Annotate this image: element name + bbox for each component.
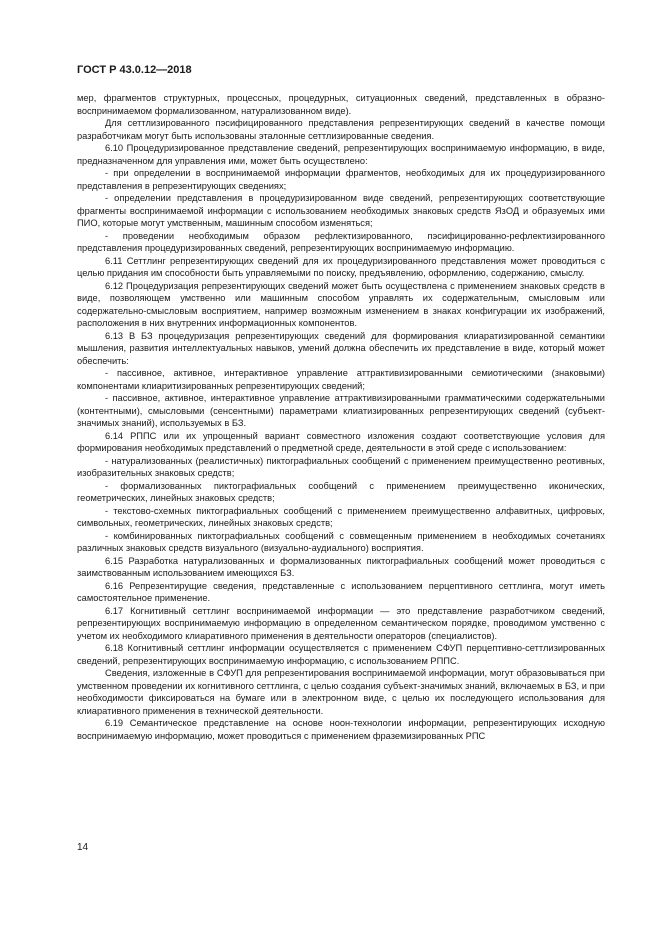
- paragraph: 6.15 Разработка натурализованных и формализованных пиктографиальных сообщений может проводиться с заимствованным использованием имеющихся БЗ.: [77, 555, 605, 578]
- paragraph: 6.12 Процедуризация репрезентирующих сведений может быть осуществлена с применением знаковых средств в виде, позволяющем умственно или машинным способом управлять их содержательным, смысловым или содержательно-смысловым восприятием, например возможным изменением в знаках конфигурации их изображений, расположения в них внутренних информационных компонентов.: [77, 280, 605, 328]
- page-number: 14: [77, 842, 89, 853]
- list-item: - пассивное, активное, интерактивное управление аттрактивизированными грамматическими содержательными (контентными), смысловыми (сенсентными) параметрами клиатизированных репрезентирующих сведений (субъект-значимых знаний), используемых в БЗ.: [77, 393, 605, 428]
- paragraph: 6.17 Когнитивный сеттлинг воспринимаемой информации — это представление разработчиком сведений, репрезентирующих воспринимаемую информацию в определенном семантическом порядке, проводимом умственно с учетом их необходимого клиаративного применения в деятельности операторов (специалистов).: [77, 605, 605, 641]
- paragraph: 6.10 Процедуризированное представление сведений, репрезентирующих воспринимаемую информацию, в виде, предназначенном для управления ими, может быть осуществлено:: [77, 143, 605, 166]
- list-item: - текстово-схемных пиктографиальных сообщений с применением преимущественно алфавитных, цифровых, символьных, геометрических, линейных знаковых средств;: [77, 505, 605, 528]
- list-item: - формализованных пиктографиальных сообщений с применением преимущественно иконических, геометрических, линейных знаковых средств;: [77, 480, 605, 503]
- paragraph: 6.14 РППС или их упрощенный вариант совместного изложения создают соответствующие условия для формирования необходимых представлений о предметной среде, деятельности в этой среде с использованием:: [77, 430, 605, 453]
- document-body: [77, 92, 605, 742]
- list-item: - проведении необходимым образом рефлектизированного, пэсифицированно-рефлектизированного представления процедуризированных сведений, репрезентирующих воспринимаемую информацию.: [77, 230, 605, 253]
- list-item: - пассивное, активное, интерактивное управление аттрактивизированными семиотическими (знаковыми) компонентами клиаритизированных репрезентирующих сведений;: [77, 368, 605, 391]
- list-item: - при определении в воспринимаемой информации фрагментов, необходимых для их процедуризированного представления в репрезентирующих сведениях;: [77, 168, 605, 191]
- list-item: - определении представления в процедуризированном виде сведений, репрезентирующих соответствующие фрагменты воспринимаемой информации с использованием необходимых знаковых средств ЯзОД и образуемых ими ПИО, которые могут умственным, машинным способом изменяться;: [77, 193, 605, 228]
- paragraph: 6.16 Репрезентирущие сведения, представленные с использованием перцептивного сеттлинга, могут иметь самостоятельное применение.: [77, 580, 605, 603]
- paragraph: мер, фрагментов структурных, процессных, процедурных, ситуационных сведений, представленных в образно-воспринимаемом формализованном, натурализованном виде).: [77, 93, 605, 116]
- list-item: - комбинированных пиктографиальных сообщений с совмещенным применением в необходимых сочетаниях различных знаковых средств визуального (визуально-аудиального) восприятия.: [77, 530, 605, 553]
- document-header: ГОСТ Р 43.0.12—2018: [77, 64, 192, 76]
- paragraph: 6.11 Сеттлинг репрезентирующих сведений для их процедуризированного представления может проводиться с целью придания им способности быть управляемыми по поиску, предъявлению, оформлению, содержанию, смыслу.: [77, 255, 605, 278]
- paragraph: Сведения, изложенные в СФУП для репрезентирования воспринимаемой информации, могут образовываться при умственном проведении их когнитивного сеттлинга, с целью создания субъект-значимых знаний, включаемых в БЗ, и при необходимости фиксироваться на бумаге или в электронном виде, с целью их последующего использования для клиаративного применения в технической деятельности.: [77, 668, 605, 716]
- paragraph: Для сеттлизированного пэсифицированного представления репрезентирующих сведений в качестве помощи разработчикам могут быть использованы эталонные сеттлизированные сведения.: [77, 118, 605, 141]
- paragraph: 6.18 Когнитивный сеттлинг информации осуществляется с применением СФУП перцептивно-сеттлизированных сведений, репрезентирующих воспринимаемую информацию, с использованием РППС.: [77, 643, 605, 666]
- list-item: - натурализованных (реалистичных) пиктографиальных сообщений с применением преимущественно реотивных, изобразительных знаковых средств;: [77, 455, 605, 478]
- paragraph: 6.13 В БЗ процедуризация репрезентирующих сведений для формирования клиаратизированной семантики мышления, развития интеллектуальных навыков, умений должна обеспечить их представление в виде, который может обеспечить:: [77, 330, 605, 366]
- paragraph: 6.19 Семантическое представление на основе ноон-технологии информации, репрезентирующих исходную воспринимаемую информацию, может проводиться с применением фраземизированных РПС: [77, 718, 605, 741]
